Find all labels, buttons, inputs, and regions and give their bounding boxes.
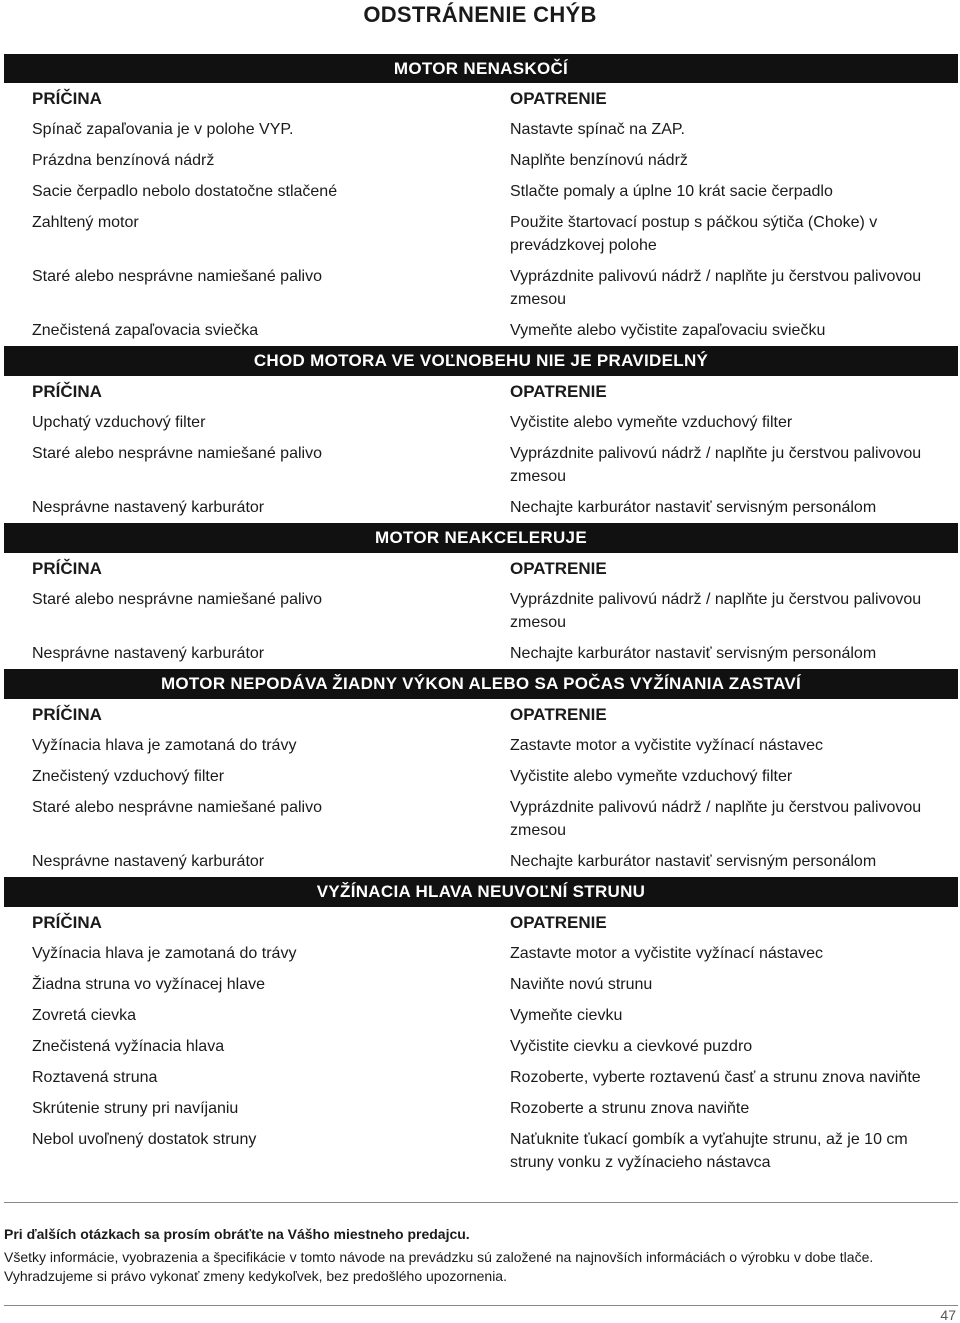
section-no-power [4,669,958,877]
table-row [4,638,958,669]
action-cell: Stlačte pomaly a úplne 10 krát sacie čerpadlo [510,183,833,200]
action-cell: Naviňte novú strunu [510,976,653,993]
action-cell: Rozoberte, vyberte roztavenú časť a strunu znova naviňte [510,1069,921,1086]
action-header: OPATRENIE [510,912,607,932]
action-cell: Vymeňte cievku [510,1007,623,1024]
cause-cell: Prázdna benzínová nádrž [32,152,215,169]
cause-cell: Nesprávne nastavený karburátor [32,645,265,662]
action-cell: Nechajte karburátor nastaviť servisným personálom [510,499,877,516]
cause-cell: Znečistená vyžínacia hlava [32,1038,225,1055]
table-row [4,1124,958,1178]
action-cell: Použite štartovací postup s páčkou sýtiča (Choke) v prevádzkovej polohe [510,214,878,254]
table-row [4,315,958,346]
table-row [4,492,958,523]
section-heading: MOTOR NENASKOČÍ [4,54,958,83]
action-cell: Vyprázdnite palivovú nádrž / naplňte ju čerstvou palivovou zmesou [510,268,922,308]
contact-note: Pri ďalších otázkach sa prosím obráťte na Vášho miestneho predajcu. [4,1226,470,1242]
table-row [4,145,958,176]
cause-header: PRÍČINA [32,381,102,401]
section-heading: CHOD MOTORA VE VOĽNOBEHU NIE JE PRAVIDELNÝ [4,346,958,376]
page-number: 47 [940,1307,956,1323]
table-row [4,969,958,1000]
cause-header: PRÍČINA [32,912,102,932]
cause-cell: Staré alebo nesprávne namiešané palivo [32,445,322,462]
troubleshooting-tables [4,54,958,1178]
cause-cell: Žiadna struna vo vyžínacej hlave [32,976,266,993]
table-row [4,1000,958,1031]
cause-cell: Nesprávne nastavený karburátor [32,853,265,870]
column-header-row [4,699,958,730]
section-heading: MOTOR NEAKCELERUJE [4,523,958,553]
cause-cell: Staré alebo nesprávne namiešané palivo [32,268,322,285]
table-row [4,761,958,792]
table-row [4,1093,958,1124]
cause-cell: Zahltený motor [32,214,139,231]
action-cell: Naplňte benzínovú nádrž [510,152,688,169]
table-row [4,261,958,315]
cause-header: PRÍČINA [32,704,102,724]
action-header: OPATRENIE [510,704,607,724]
section-heading: VYŽÍNACIA HLAVA NEUVOĽNÍ STRUNU [4,877,958,907]
action-cell: Naťuknite ťukací gombík a vyťahujte strunu, až je 10 cm struny vonku z vyžínacieho nástavca [510,1131,908,1171]
table-bottom-divider [4,1202,958,1203]
table-row [4,584,958,638]
cause-cell: Roztavená struna [32,1069,158,1086]
table-row [4,114,958,145]
action-cell: Nechajte karburátor nastaviť servisným personálom [510,645,877,662]
table-row [4,792,958,846]
table-row [4,846,958,877]
table-row [4,1062,958,1093]
action-cell: Vyprázdnite palivovú nádrž / naplňte ju čerstvou palivovou zmesou [510,445,922,485]
table-row [4,207,958,261]
cause-cell: Staré alebo nesprávne namiešané palivo [32,591,322,608]
cause-cell: Spínač zapaľovania je v polohe VYP. [32,121,294,138]
page-title: ODSTRÁNENIE CHÝB [363,2,597,27]
cause-cell: Vyžínacia hlava je zamotaná do trávy [32,945,297,962]
footer-divider [4,1305,958,1306]
table-row [4,730,958,761]
cause-cell: Sacie čerpadlo nebolo dostatočne stlačené [32,183,338,200]
table-row [4,1031,958,1062]
section-irregular-idle [4,346,958,523]
action-header: OPATRENIE [510,88,607,108]
section-line-not-released [4,877,958,1178]
action-cell: Nechajte karburátor nastaviť servisným personálom [510,853,877,870]
action-cell: Vyprázdnite palivovú nádrž / naplňte ju čerstvou palivovou zmesou [510,591,922,631]
disclaimer-note: Všetky informácie, vyobrazenia a špecifikácie v tomto návode na prevádzku sú založené na najnovších informáciách o výrobku v dobe tlače. Vyhradzujeme si právo vykonať zmeny kedykoľvek, bez predošlého upozornenia. [4,1249,874,1284]
column-header-row [4,376,958,407]
column-header-row [4,83,958,114]
section-no-acceleration [4,523,958,669]
cause-cell: Znečistená zapaľovacia sviečka [32,322,259,339]
cause-header: PRÍČINA [32,88,102,108]
footer [4,1224,958,1286]
table-row [4,407,958,438]
table-row [4,938,958,969]
action-cell: Vymeňte alebo vyčistite zapaľovaciu sviečku [510,322,826,339]
section-heading: MOTOR NEPODÁVA ŽIADNY VÝKON ALEBO SA POČAS VYŽÍNANIA ZASTAVÍ [4,669,958,699]
action-header: OPATRENIE [510,381,607,401]
cause-header: PRÍČINA [32,558,102,578]
action-cell: Vyčistite alebo vymeňte vzduchový filter [510,414,793,431]
action-cell: Rozoberte a strunu znova naviňte [510,1100,750,1117]
cause-cell: Nebol uvoľnený dostatok struny [32,1131,257,1148]
cause-cell: Znečistený vzduchový filter [32,768,225,785]
action-cell: Vyčistite alebo vymeňte vzduchový filter [510,768,793,785]
action-cell: Zastavte motor a vyčistite vyžínací nástavec [510,945,824,962]
section-engine-wont-start [4,54,958,346]
cause-cell: Upchatý vzduchový filter [32,414,206,431]
action-cell: Vyprázdnite palivovú nádrž / naplňte ju čerstvou palivovou zmesou [510,799,922,839]
action-cell: Nastavte spínač na ZAP. [510,121,685,138]
cause-cell: Nesprávne nastavený karburátor [32,499,265,516]
action-header: OPATRENIE [510,558,607,578]
column-header-row [4,907,958,938]
cause-cell: Skrútenie struny pri navíjaniu [32,1100,239,1117]
cause-cell: Zovretá cievka [32,1007,137,1024]
action-cell: Vyčistite cievku a cievkové puzdro [510,1038,753,1055]
cause-cell: Staré alebo nesprávne namiešané palivo [32,799,322,816]
cause-cell: Vyžínacia hlava je zamotaná do trávy [32,737,297,754]
table-row [4,438,958,492]
table-row [4,176,958,207]
column-header-row [4,553,958,584]
action-cell: Zastavte motor a vyčistite vyžínací nástavec [510,737,824,754]
